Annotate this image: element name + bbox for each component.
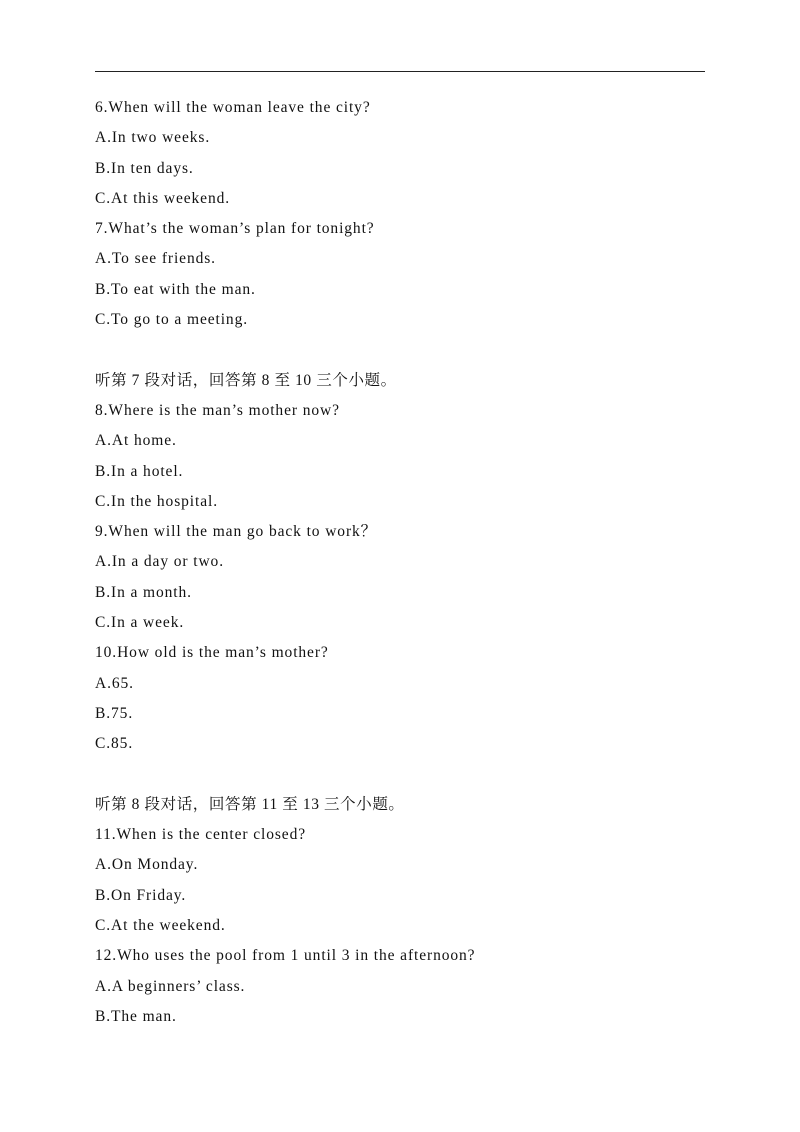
answer-option: A.65.: [95, 674, 134, 692]
paragraph-gap: [95, 335, 715, 365]
document-body: [95, 93, 715, 1032]
answer-option: A.A beginners’ class.: [95, 977, 246, 995]
answer-option: B.To eat with the man.: [95, 280, 256, 298]
paragraph-gap: [95, 760, 715, 790]
answer-option: B.On Friday.: [95, 886, 187, 904]
answer-option: C.At the weekend.: [95, 917, 226, 935]
question-text: 9.When will the man go back to work？: [95, 523, 378, 541]
answer-option: A.To see friends.: [95, 250, 216, 268]
answer-option: B.The man.: [95, 1007, 177, 1025]
section-instruction: 听第 8 段对话，回答第 11 至 13 三个小题。: [95, 795, 405, 813]
answer-option: C.At this weekend.: [95, 189, 231, 207]
answer-option: A.In a day or two.: [95, 553, 224, 571]
answer-option: A.In two weeks.: [95, 129, 211, 147]
answer-option: B.75.: [95, 704, 134, 722]
answer-option: B.In a month.: [95, 583, 192, 601]
question-text: 6.When will the woman leave the city?: [95, 99, 371, 116]
answer-option: A.On Monday.: [95, 856, 199, 874]
question-text: 8.Where is the man’s mother now?: [95, 401, 340, 419]
question-text: 12.Who uses the pool from 1 until 3 in the afternoon?: [95, 947, 476, 965]
answer-option: C.In a week.: [95, 614, 185, 632]
answer-option: B.In ten days.: [95, 159, 194, 177]
header-rule: [95, 71, 705, 72]
answer-option: C.To go to a meeting.: [95, 311, 248, 329]
question-text: 11.When is the center closed?: [95, 826, 307, 844]
question-text: 10.How old is the man’s mother?: [95, 644, 329, 662]
answer-option: C.In the hospital.: [95, 492, 218, 510]
answer-option: C.85.: [95, 735, 134, 753]
question-text: 7.What’s the woman’s plan for tonight?: [95, 220, 375, 238]
section-instruction: 听第 7 段对话，回答第 8 至 10 三个小题。: [95, 371, 397, 389]
answer-option: B.In a hotel.: [95, 462, 184, 480]
answer-option: A.At home.: [95, 432, 177, 450]
